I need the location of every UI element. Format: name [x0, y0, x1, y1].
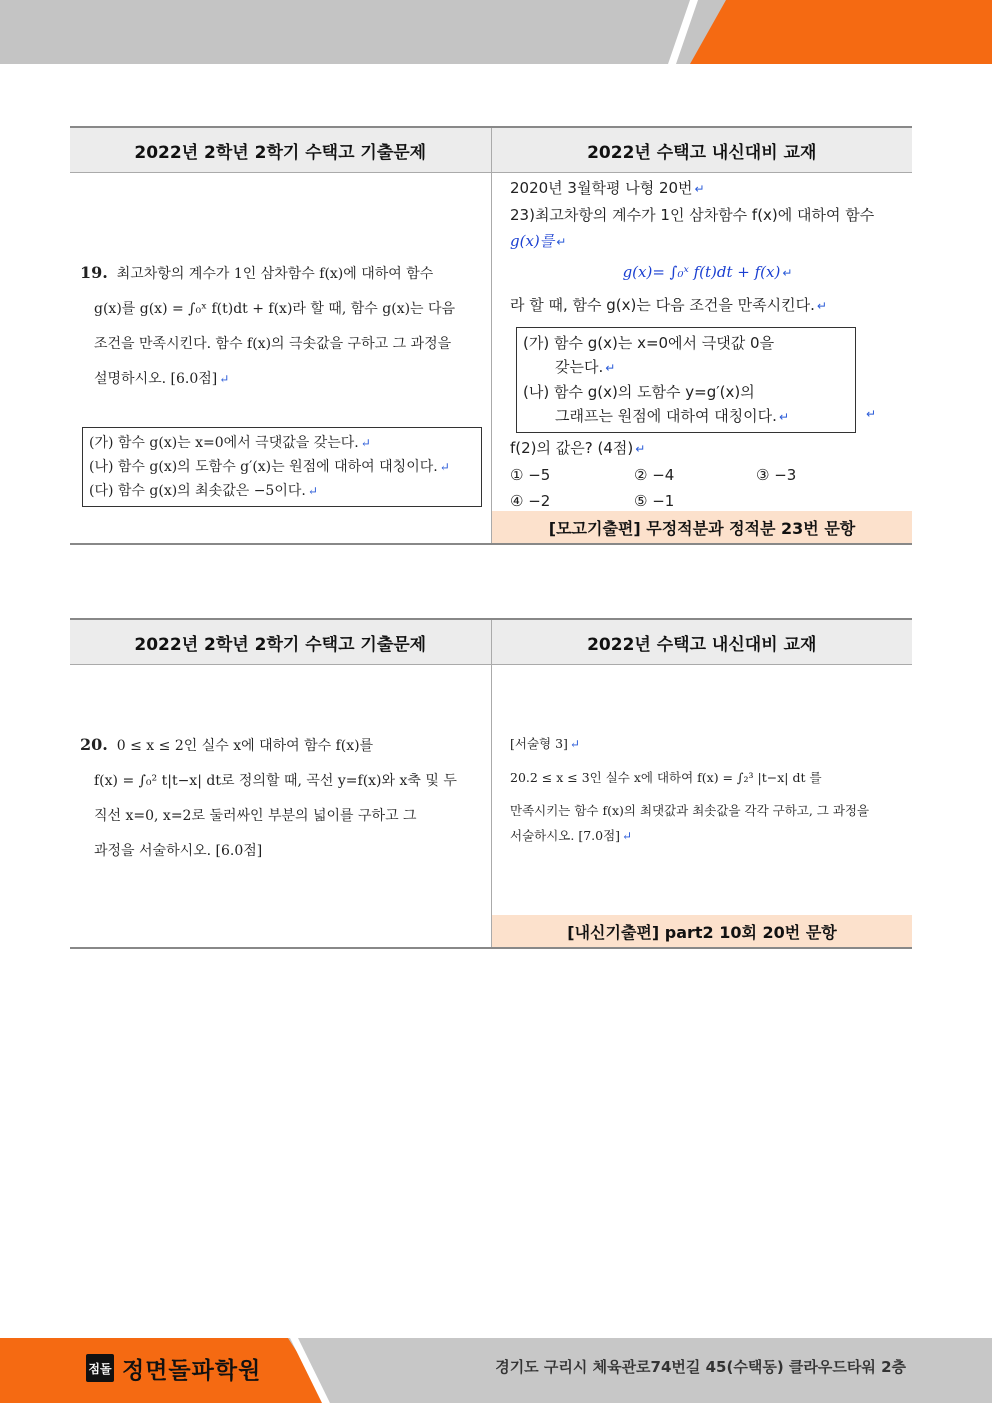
- choices-row-1: [510, 462, 905, 488]
- academy-logo: [86, 1351, 261, 1385]
- left-column-title: 2022년 2학년 2학기 수택고 기출문제: [70, 620, 492, 664]
- problem-line: g(x)를 g(x) = ∫₀ˣ f(t)dt + f(x)라 할 때, 함수 g(x)는 다음: [94, 301, 456, 317]
- question-ask: f(2)의 값은? (4점) ↵: [510, 439, 646, 457]
- condition-box: [516, 327, 856, 433]
- problem-number: 20.: [80, 735, 108, 754]
- logo-text: 정면돌파학원: [122, 1357, 262, 1384]
- left-column-title: 2022년 2학년 2학기 수택고 기출문제: [70, 128, 492, 172]
- source-line: 2020년 3월학평 나형 20번 ↵: [510, 179, 705, 197]
- problem-line: 만족시키는 함수 f(x)의 최댓값과 최솟값을 각각 구하고, 그 과정을: [510, 803, 870, 818]
- problem-line: 19. 최고차항의 계수가 1인 삼차함수 f(x)에 대하여 함수: [80, 263, 434, 282]
- table-body: [70, 665, 912, 947]
- right-column-title: 2022년 수택고 내신대비 교재: [587, 634, 817, 655]
- exam-problem-19: [70, 173, 492, 543]
- comparison-table-1: [70, 126, 912, 545]
- formula-line: g(x)= ∫₀ˣ f(t)dt + f(x) ↵: [622, 263, 793, 281]
- problem-line: 직선 x=0, x=2로 둘러싸인 부분의 넓이를 구하고 그: [94, 808, 417, 824]
- problem-label: [서술형 3] ↵: [510, 736, 580, 751]
- header-orange-band: [690, 0, 992, 64]
- table-header: [70, 620, 912, 665]
- problem-line: 서술하시오. [7.0점] ↵: [510, 828, 633, 843]
- condition-na-cont: 그래프는 원점에 대하여 대칭이다. ↵: [555, 407, 789, 425]
- choice-1[interactable]: ① −5: [510, 466, 551, 484]
- source-tag: [모고기출편] 무정적분과 정적분 23번 문항: [492, 511, 912, 543]
- textbook-problem-20: [492, 665, 912, 947]
- condition-box: [82, 427, 482, 507]
- header-band: [0, 0, 992, 64]
- source-tag: [내신기출편] part2 10회 20번 문항: [492, 915, 912, 947]
- problem-line: f(x) = ∫₀² t|t−x| dt로 정의할 때, 곡선 y=f(x)와 x축 및 두: [94, 773, 457, 789]
- condition-ga-cont: 갖는다. ↵: [555, 358, 616, 376]
- question-line: 라 할 때, 함수 g(x)는 다음 조건을 만족시킨다. ↵: [510, 296, 827, 314]
- academy-address: 경기도 구리시 체육관로74번길 45(수택동) 클라우드타워 2층: [495, 1358, 906, 1376]
- problem-line: 20. 0 ≤ x ≤ 2인 실수 x에 대하여 함수 f(x)를: [80, 735, 374, 754]
- condition-ga: (가) 함수 g(x)는 x=0에서 극댓값을 갖는다. ↵: [89, 435, 371, 451]
- choice-3[interactable]: ③ −3: [756, 466, 797, 484]
- condition-na: (나) 함수 g(x)의 도함수 y=g′(x)의: [523, 383, 755, 401]
- problem-number: 19.: [80, 263, 108, 282]
- choice-5[interactable]: ⑤ −1: [634, 492, 675, 510]
- choice-4[interactable]: ④ −2: [510, 492, 551, 510]
- table-body: [70, 173, 912, 543]
- logo-icon: 점돌: [86, 1354, 114, 1382]
- problem-line: 20.2 ≤ x ≤ 3인 실수 x에 대하여 f(x) = ∫₂³ |t−x| dt 를: [510, 770, 822, 785]
- choice-2[interactable]: ② −4: [634, 466, 675, 484]
- textbook-problem-23: [492, 173, 912, 543]
- condition-na: (나) 함수 g(x)의 도함수 g′(x)는 원점에 대하여 대칭이다. ↵: [89, 459, 450, 475]
- problem-line: 과정을 서술하시오. [6.0점]: [94, 843, 263, 859]
- question-line: g(x)를 ↵: [510, 232, 567, 250]
- comparison-table-2: [70, 618, 912, 949]
- table-header: [70, 128, 912, 173]
- right-column-title: 2022년 수택고 내신대비 교재: [587, 142, 817, 163]
- return-mark: ↵: [866, 407, 877, 421]
- problem-line: 조건을 만족시킨다. 함수 f(x)의 극솟값을 구하고 그 과정을: [94, 336, 452, 352]
- problem-line: 설명하시오. [6.0점] ↵: [94, 371, 230, 387]
- condition-da: (다) 함수 g(x)의 최솟값은 −5이다. ↵: [89, 483, 318, 499]
- question-line: 23)최고차항의 계수가 1인 삼차함수 f(x)에 대하여 함수: [510, 206, 875, 224]
- exam-problem-20: [70, 665, 492, 947]
- condition-ga: (가) 함수 g(x)는 x=0에서 극댓값 0을: [523, 334, 775, 352]
